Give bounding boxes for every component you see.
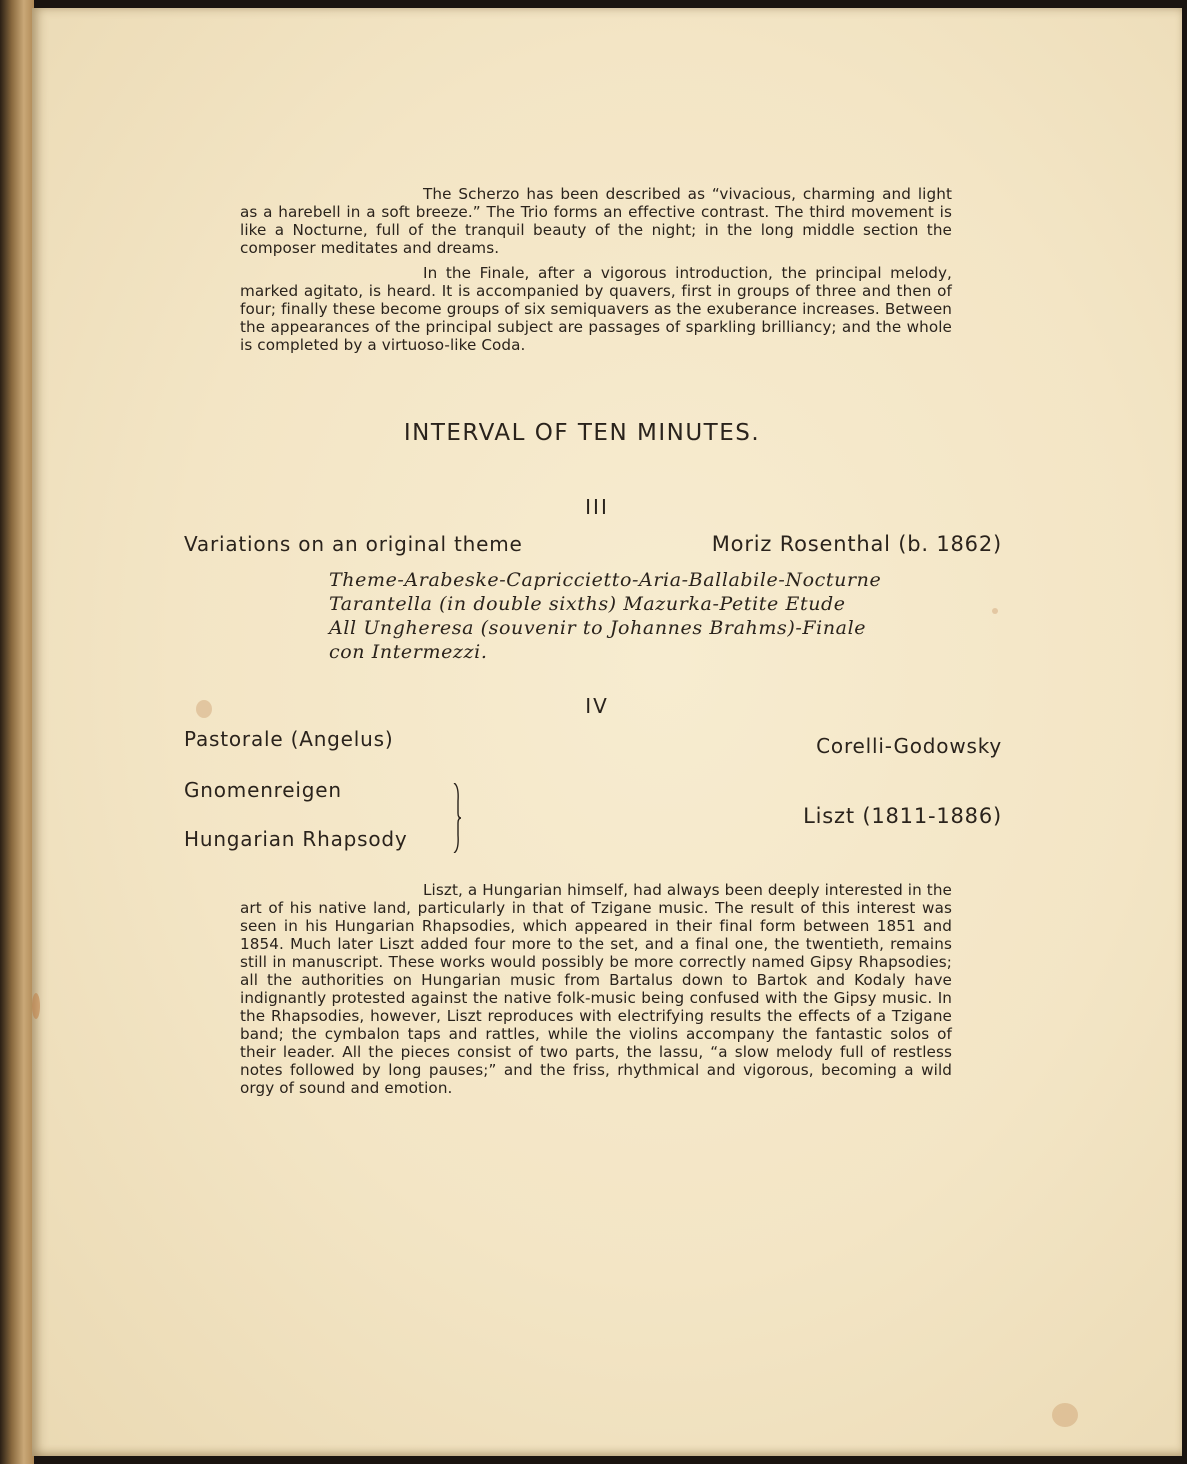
variation-line: Theme-Arabeske-Capriccietto-Aria-Ballabile-Nocturne bbox=[329, 569, 882, 591]
scherzo-paragraph-text: The Scherzo has been described as “vivacious, charming and light as a harebell in a soft breeze.” The Trio forms an effective contrast. The third movement is like a Nocturne, full of the tranquil beauty of the night; in the long middle section the composer meditates and dreams. bbox=[240, 185, 952, 257]
foxing-stain bbox=[32, 993, 40, 1019]
section-three-title: Variations on an original theme bbox=[184, 532, 523, 556]
finale-paragraph-text: In the Finale, after a vigorous introduction, the principal melody, marked agitato, is heard. It is accompanied by quavers, first in groups of three and then of four; finally these become groups of six semiquavers as the exuberance increases. Between the appearances of the principal subject are passages of sparkling brilliancy; and the whole is completed by a virtuoso-like Coda. bbox=[240, 264, 952, 354]
programme-page bbox=[32, 8, 1182, 1456]
finale-paragraph bbox=[240, 264, 952, 354]
liszt-composer: Liszt (1811-1886) bbox=[803, 804, 1002, 828]
variation-line: All Ungheresa (souvenir to Johannes Brahms)-Finale bbox=[329, 617, 867, 639]
variation-line: con Intermezzi. bbox=[329, 641, 488, 663]
grouping-brace bbox=[452, 783, 462, 853]
variations-list bbox=[329, 568, 882, 664]
pastorale-title: Pastorale (Angelus) bbox=[184, 727, 394, 751]
section-three-numeral: III bbox=[585, 495, 609, 519]
foxing-stain bbox=[1052, 1403, 1078, 1427]
gnomenreigen-title: Gnomenreigen bbox=[184, 778, 342, 802]
section-three-composer: Moriz Rosenthal (b. 1862) bbox=[711, 532, 1002, 556]
scherzo-paragraph bbox=[240, 185, 952, 257]
section-four-numeral: IV bbox=[585, 694, 609, 718]
liszt-paragraph-text: Liszt, a Hungarian himself, had always been deeply interested in the art of his native land, particularly in that of Tzigane music. The result of this interest was seen in his Hungarian Rhapsodies, which appeared in their final form between 1851 and 1854. Much later Liszt added four more to the set, and a final one, the twentieth, remains still in manuscript. These works would possibly be more correctly named Gipsy Rhapsodies; all the authorities on Hungarian music from Bartalus down to Bartok and Kodaly have indignantly protested against the native folk-music being confused with the Gipsy music. In the Rhapsodies, however, Liszt reproduces with electrifying results the effects of a Tzigane band; the cymbalon taps and rattles, while the violins accompany the fantastic solos of their leader. All the pieces consist of two parts, the lassu, “a slow melody full of restless notes followed by long pauses;” and the friss, rhythmical and vigorous, becoming a wild orgy of sound and emotion. bbox=[240, 881, 952, 1097]
interval-heading: INTERVAL OF TEN MINUTES. bbox=[403, 420, 761, 446]
foxing-stain bbox=[992, 608, 998, 614]
book-spine bbox=[0, 0, 34, 1464]
pastorale-composer: Corelli-Godowsky bbox=[816, 734, 1002, 758]
hungarian-rhapsody-title: Hungarian Rhapsody bbox=[184, 827, 408, 851]
liszt-paragraph bbox=[240, 881, 952, 1097]
variation-line: Tarantella (in double sixths) Mazurka-Petite Etude bbox=[329, 593, 846, 615]
